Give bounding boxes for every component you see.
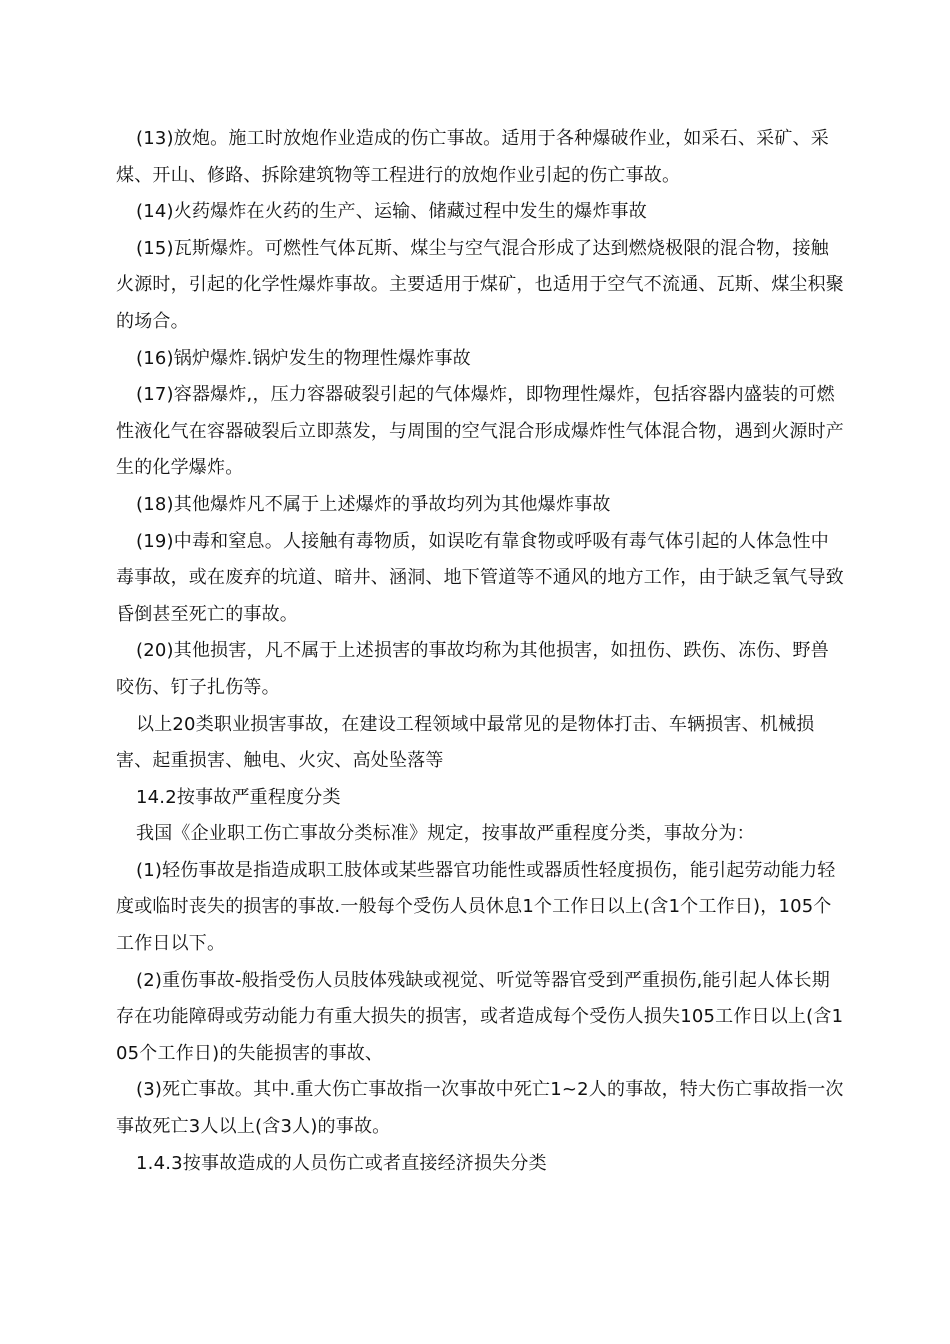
paragraph-serious-injury: (2)重伤事故-般指受伤人员肢体残缺或视觉、听觉等器官受到严重损伤,能引起人体长期存在功能障碍或劳动能力有重大损失的损害，或者造成每个受伤人损失105工作日以上(含105个工作日)的失能损害的事故、 bbox=[116, 969, 844, 1064]
paragraph-minor-injury: (1)轻伤事故是指造成职工肢体或某些器官功能性或器质性轻度损伤，能引起劳动能力轻度或临时丧失的损害的事故.一般每个受伤人员休息1个工作日以上(含1个工作日)，105个工作日以下。 bbox=[116, 859, 836, 955]
document-body bbox=[116, 121, 846, 1182]
paragraph-summary: 以上20类职业损害事故，在建设工程领域中最常见的是物体打击、车辆损害、机械损害、起重损害、触电、火灾、高处坠落等 bbox=[116, 713, 815, 772]
paragraph-14-explosives: (14)火药爆炸在火药的生产、运输、储藏过程中发生的爆炸事故 bbox=[136, 201, 647, 223]
paragraph-19-poisoning: (19)中毒和窒息。人接触有毒物质，如误吃有靠食物或呼吸有毒气体引起的人体急性中毒事故，或在废弃的坑道、暗井、涵洞、地下管道等不通风的地方工作，由于缺乏氧气导致昏倒甚至死亡的事故。 bbox=[116, 530, 844, 625]
paragraph-13-blasting: (13)放炮。施工时放炮作业造成的伤亡事故。适用于各种爆破作业，如采石、采矿、采煤、开山、修路、拆除建筑物等工程进行的放炮作业引起的伤亡事故。 bbox=[116, 128, 829, 186]
paragraph-16-boiler-explosion: (16)锅炉爆炸.锅炉发生的物理性爆炸事故 bbox=[136, 347, 471, 369]
paragraph-15-gas-explosion: (15)瓦斯爆炸。可燃性气体瓦斯、煤尘与空气混合形成了达到燃烧极限的混合物，接触火源时，引起的化学性爆炸事故。主要适用于煤矿，也适用于空气不流通、瓦斯、煤尘积聚的场合。 bbox=[116, 237, 844, 332]
paragraph-standard-intro: 我国《企业职工伤亡事故分类标准》规定，按事故严重程度分类，事故分为： bbox=[136, 823, 755, 845]
section-heading-casualty-loss: 1.4.3按事故造成的人员伤亡或者直接经济损失分类 bbox=[136, 1152, 547, 1174]
paragraph-18-other-explosion: (18)其他爆炸凡不属于上述爆炸的爭故均列为其他爆炸事故 bbox=[136, 493, 611, 515]
paragraph-20-other-injury: (20)其他损害，凡不属于上述损害的事故均称为其他损害，如扭伤、跌伤、冻伤、野兽咬伤、钉子扎伤等。 bbox=[116, 640, 829, 698]
paragraph-17-vessel-explosion: (17)容器爆炸,，压力容器破裂引起的气体爆炸，即物理性爆炸，包括容器内盛装的可燃性液化气在容器破裂后立即蒸发，与周围的空气混合形成爆炸性气体混合物，遇到火源时产生的化学爆炸。 bbox=[116, 384, 844, 479]
section-heading-severity: 14.2按事故严重程度分类 bbox=[136, 786, 341, 808]
paragraph-fatal-accident: (3)死亡事故。其中.重大伤亡事故指一次事故中死亡1~2人的事故，特大伤亡事故指一次事故死亡3人以上(含3人)的事故。 bbox=[116, 1079, 844, 1138]
